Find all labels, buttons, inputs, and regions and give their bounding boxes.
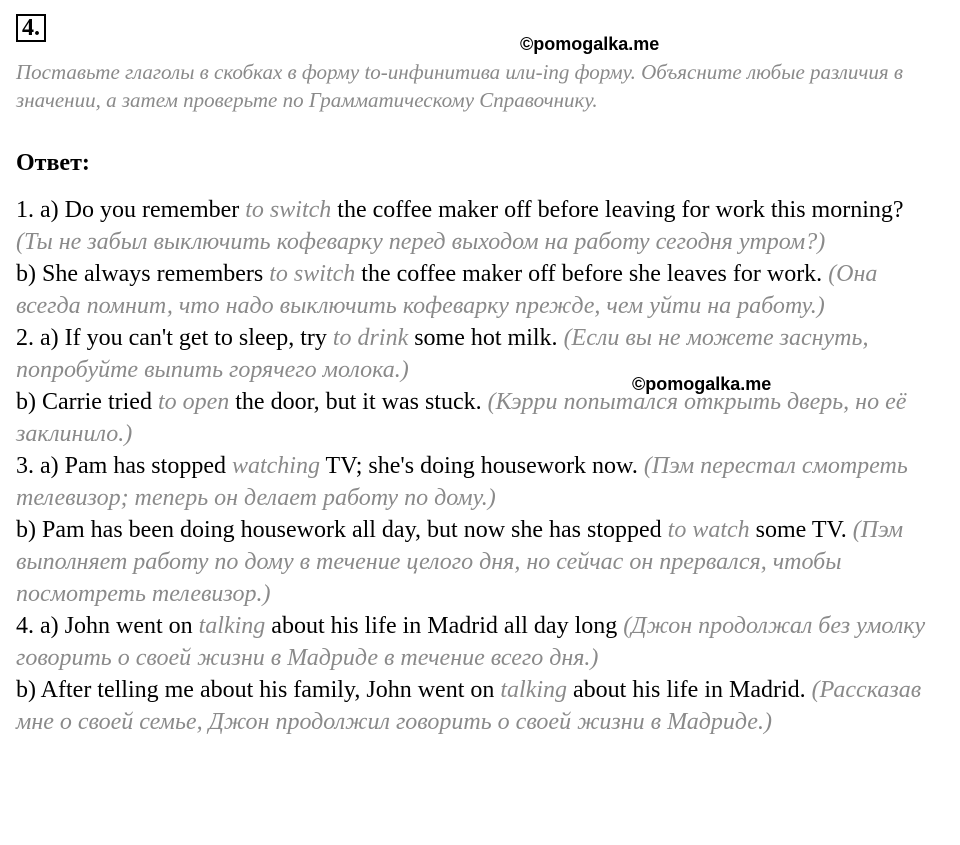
answer-verb: to open [157, 389, 230, 415]
instruction-text: Поставьте глаголы в скобках в форму to-инфинитива или-ing форму. Объясните любые различия в значении, а затем проверьте по Грамматическому Справочнику. [16, 60, 903, 112]
answer-verb: watching [231, 453, 320, 479]
item-text: b) Carrie tried [16, 389, 158, 415]
list-item [16, 258, 946, 322]
item-text: TV; she's doing housework now. [319, 453, 644, 479]
item-text: about his life in Madrid. [567, 677, 812, 703]
answer-verb: to drink [332, 325, 409, 351]
watermark-middle: ©pomogalka.me [632, 374, 772, 394]
list-item [16, 194, 946, 258]
translation: (Пэм выполняет работу по дому в течение целого дня, но сейчас он прервался, чтобы посмотреть телевизор.) [16, 517, 904, 607]
answer-verb: talking [500, 677, 568, 703]
list-item [16, 322, 946, 386]
item-text: some hot milk. [408, 325, 564, 351]
translation: (Ты не забыл выключить кофеварку перед выходом на работу сегодня утром?) [16, 229, 826, 255]
list-item [16, 674, 946, 738]
item-text: 4. a) John went on [16, 613, 199, 639]
translation: (Если вы не можете заснуть, попробуйте выпить горячего молока.) [16, 325, 869, 383]
item-text: some TV. [749, 517, 853, 543]
list-item [16, 514, 946, 610]
item-text: 2. a) If you can't get to sleep, try [16, 325, 333, 351]
list-item [16, 450, 946, 514]
item-text: the coffee maker off before she leaves for work. [355, 261, 829, 287]
answer-list [16, 194, 946, 738]
list-item [16, 386, 946, 450]
item-text: b) After telling me about his family, John went on [16, 677, 501, 703]
item-text: the coffee maker off before leaving for work this morning? [331, 197, 904, 223]
translation: (Джон продолжал без умолку говорить о своей жизни в Мадриде в течение всего дня.) [16, 613, 926, 671]
item-text: 3. a) Pam has stopped [16, 453, 232, 479]
answer-verb: talking [198, 613, 266, 639]
translation: (Кэрри попытался открыть дверь, но её заклинило.) [16, 389, 907, 447]
watermark-top: ©pomogalka.me [520, 34, 660, 54]
translation: (Она всегда помнит, что надо выключить кофеварку прежде, чем уйти на работу.) [16, 261, 878, 319]
item-text: about his life in Madrid all day long [265, 613, 624, 639]
item-text: b) Pam has been doing housework all day, but now she has stopped [16, 517, 668, 543]
item-text: b) She always remembers [16, 261, 270, 287]
answer-verb: to switch [269, 261, 356, 287]
item-text: 1. a) Do you remember [16, 197, 246, 223]
answer-heading: Ответ: [16, 150, 90, 176]
translation: (Рассказав мне о своей семье, Джон продолжил говорить о своей жизни в Мадриде.) [16, 677, 922, 735]
answer-verb: to watch [667, 517, 750, 543]
translation: (Пэм перестал смотреть телевизор; теперь он делает работу по дому.) [16, 453, 908, 511]
item-text: the door, but it was stuck. [229, 389, 488, 415]
answer-verb: to switch [245, 197, 332, 223]
exercise-number: 4. [16, 14, 46, 42]
list-item [16, 610, 946, 674]
